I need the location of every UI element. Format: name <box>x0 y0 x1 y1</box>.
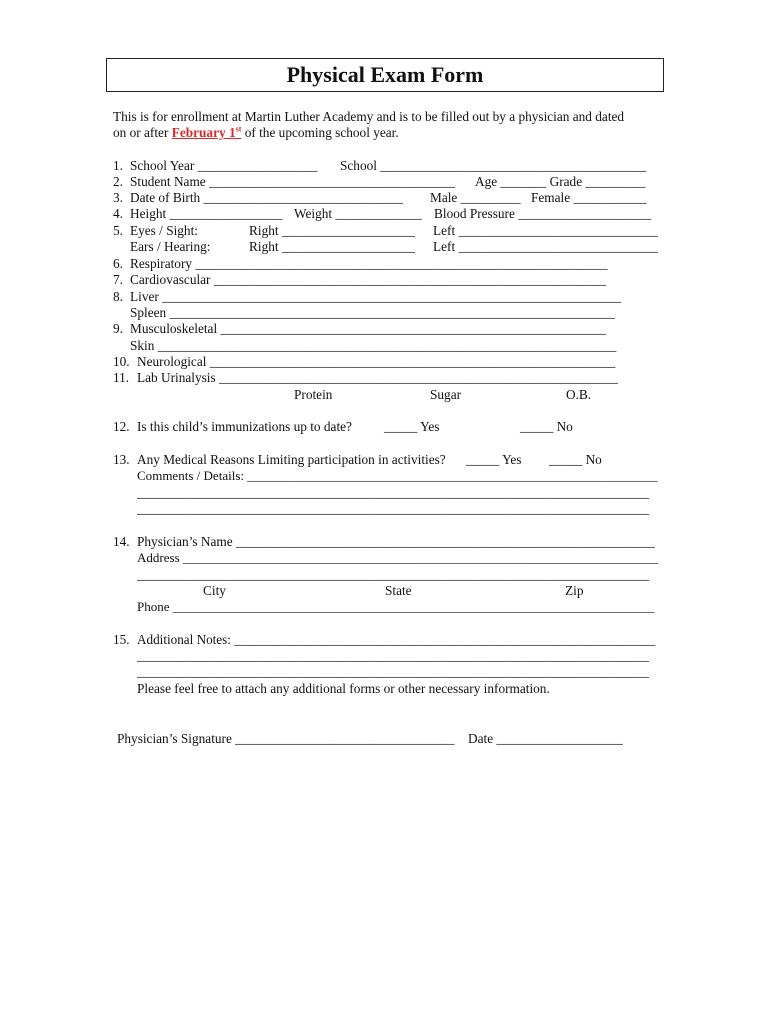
notes-line[interactable]: _____________________________________________________________________________ <box>137 664 649 679</box>
city-label: City <box>203 583 226 598</box>
physician-signature-field[interactable]: Physician’s Signature _________________________________ <box>117 731 455 746</box>
zip-label: Zip <box>565 583 584 598</box>
school-field[interactable]: School ________________________________________ <box>340 158 647 173</box>
deadline-text: February 1 <box>171 125 236 140</box>
item-number: 13. <box>113 452 130 467</box>
item-number: 1. <box>113 158 123 173</box>
page-title: Physical Exam Form <box>286 62 484 87</box>
blood-pressure-field[interactable]: Blood Pressure ____________________ <box>434 206 652 221</box>
comments-field[interactable]: Comments / Details: _______________________________________________________________ <box>137 468 658 483</box>
ears-right-field[interactable]: Right ____________________ <box>249 239 415 254</box>
medical-question: Any Medical Reasons Limiting participation in activities? <box>137 452 446 467</box>
item-number: 3. <box>113 190 123 205</box>
deadline-sup: st <box>235 124 242 134</box>
item-number: 11. <box>113 370 130 385</box>
protein-label: Protein <box>294 387 333 402</box>
eyes-label: Eyes / Sight: <box>130 223 198 238</box>
immunizations-question: Is this child’s immunizations up to date? <box>137 419 352 434</box>
ears-label: Ears / Hearing: <box>130 239 211 254</box>
signature-date-field[interactable]: Date ___________________ <box>468 731 623 746</box>
medical-yes-field[interactable]: _____ Yes <box>466 452 522 467</box>
phone-field[interactable]: Phone __________________________________________________________________________ <box>137 599 655 614</box>
spleen-field[interactable]: Spleen ___________________________________________________________________ <box>130 305 615 320</box>
item-number: 15. <box>113 632 130 647</box>
item-number: 10. <box>113 354 130 369</box>
liver-field[interactable]: Liver _____________________________________________________________________ <box>130 289 621 304</box>
comments-line[interactable]: _____________________________________________________________________________ <box>137 501 649 516</box>
additional-notes-field[interactable]: Additional Notes: ________________________________________________________________ <box>137 632 656 647</box>
grade-field[interactable]: __ Grade _________ <box>533 174 646 189</box>
intro-suffix: of the upcoming school year. <box>241 125 399 140</box>
item-number: 14. <box>113 534 130 549</box>
notes-line[interactable]: _____________________________________________________________________________ <box>137 648 649 663</box>
item-number: 5. <box>113 223 123 238</box>
musculoskeletal-field[interactable]: Musculoskeletal __________________________________________________________ <box>130 321 607 336</box>
comments-line[interactable]: _____________________________________________________________________________ <box>137 485 649 500</box>
height-field[interactable]: Height _________________ <box>130 206 283 221</box>
item-number: 2. <box>113 174 123 189</box>
intro-line-2 <box>113 125 399 141</box>
physician-name-field[interactable]: Physician’s Name _______________________________________________________________ <box>137 534 655 549</box>
medical-no-field[interactable]: _____ No <box>549 452 602 467</box>
title-box <box>106 58 664 92</box>
eyes-right-field[interactable]: Right ____________________ <box>249 223 415 238</box>
ob-label: O.B. <box>566 387 592 402</box>
respiratory-field[interactable]: Respiratory ______________________________________________________________ <box>130 256 608 271</box>
ears-left-field[interactable]: Left ______________________________ <box>433 239 658 254</box>
age-field[interactable]: Age _____ <box>475 174 534 189</box>
student-name-field[interactable]: Student Name _____________________________________ <box>130 174 456 189</box>
skin-field[interactable]: Skin _____________________________________________________________________ <box>130 338 617 353</box>
eyes-left-field[interactable]: Left ______________________________ <box>433 223 658 238</box>
immunizations-no-field[interactable]: _____ No <box>520 419 573 434</box>
female-field[interactable]: Female ___________ <box>531 190 647 205</box>
address-field[interactable]: Address _________________________________________________________________________ <box>137 550 658 565</box>
cardiovascular-field[interactable]: Cardiovascular ___________________________________________________________ <box>130 272 607 287</box>
sugar-label: Sugar <box>430 387 462 402</box>
immunizations-yes-field[interactable]: _____ Yes <box>384 419 440 434</box>
item-number: 12. <box>113 419 130 434</box>
neurological-field[interactable]: Neurological _____________________________________________________________ <box>137 354 616 369</box>
state-label: State <box>385 583 412 598</box>
attach-note: Please feel free to attach any additional forms or other necessary information. <box>137 681 550 696</box>
school-year-field[interactable]: School Year __________________ <box>130 158 318 173</box>
intro-line-1: This is for enrollment at Martin Luther Academy and is to be filled out by a physician and dated <box>113 109 625 124</box>
item-number: 6. <box>113 256 123 271</box>
item-number: 4. <box>113 206 123 221</box>
deadline-date <box>172 125 242 140</box>
intro-prefix: on or after <box>113 125 172 140</box>
lab-urinalysis-field[interactable]: Lab Urinalysis ____________________________________________________________ <box>137 370 618 385</box>
male-field[interactable]: Male _________ <box>430 190 521 205</box>
item-number: 8. <box>113 289 123 304</box>
date-of-birth-field[interactable]: Date of Birth ______________________________ <box>130 190 403 205</box>
item-number: 7. <box>113 272 123 287</box>
weight-field[interactable]: Weight _____________ <box>294 206 422 221</box>
address-line[interactable]: _____________________________________________________________________________ <box>137 567 649 582</box>
item-number: 9. <box>113 321 123 336</box>
